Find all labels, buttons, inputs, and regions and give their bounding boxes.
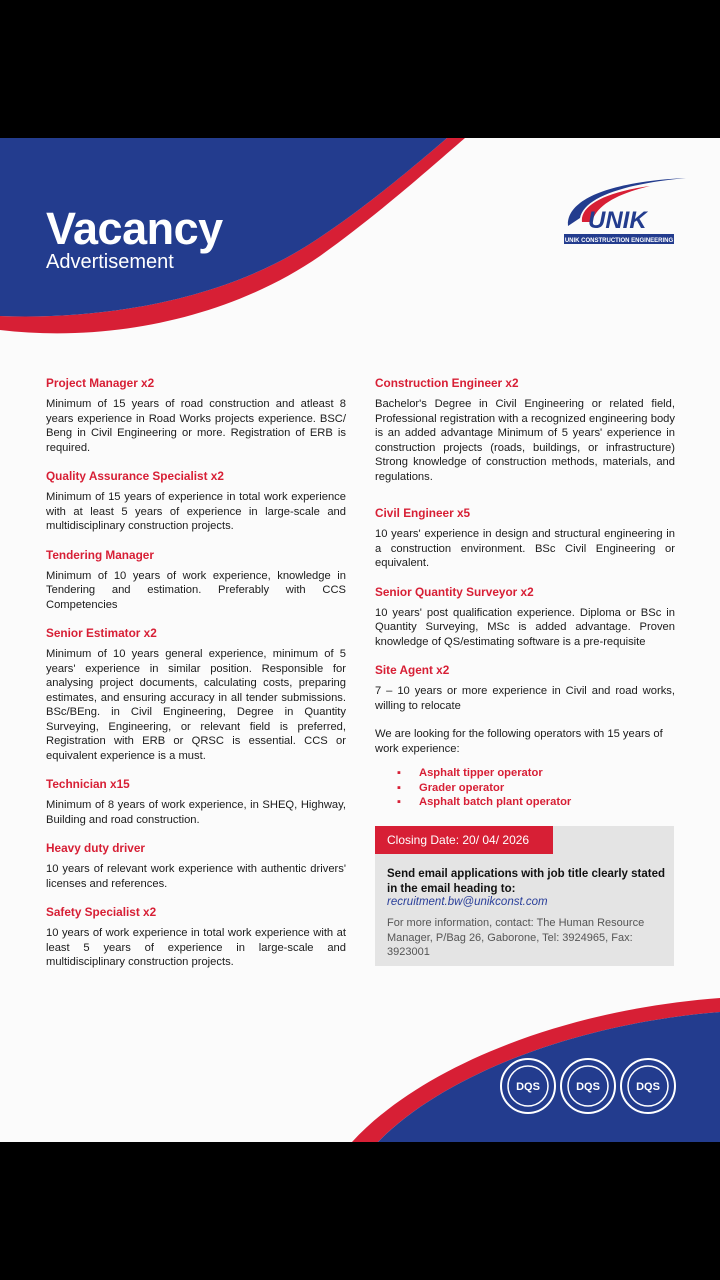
job-listing — [46, 469, 346, 534]
vacancy-poster — [0, 138, 720, 1142]
application-email-link[interactable]: recruitment.bw@unikconst.com — [387, 896, 548, 908]
job-listing — [375, 506, 675, 571]
badge-text: DQS — [576, 1081, 600, 1093]
operator-label: Asphalt batch plant operator — [419, 796, 572, 808]
job-listing — [46, 548, 346, 613]
closing-date-banner: Closing Date: 20/ 04/ 2026 — [375, 826, 553, 854]
job-listing — [46, 905, 346, 970]
operator-item — [397, 781, 675, 796]
bullet-icon: ▪ — [397, 767, 401, 779]
job-listing — [46, 841, 346, 891]
job-listing — [375, 585, 675, 650]
logo-tagline: UNIK CONSTRUCTION ENGINEERING — [564, 238, 674, 244]
application-instruction: Send email applications with job title clearly stated in the email heading to: — [387, 868, 665, 895]
job-listing — [375, 376, 675, 484]
badge-text: DQS — [636, 1081, 660, 1093]
job-title: Tendering Manager — [46, 547, 154, 562]
job-description: 10 years' post qualification experience. Diploma or BSc in Quantity Surveying, MSc is added advantage. Proven knowledge of QS/estimating software is a pre-requisite — [375, 606, 675, 648]
certification-badge-icon — [561, 1059, 615, 1113]
job-description: Bachelor's Degree in Civil Engineering or related field, Professional registration with a recognized engineering body is an added advantage Minimum of 5 years' experience in construction projects (roads, buildings, or infrastructure) Strong knowledge of construction methods, materials, and regulations. — [375, 398, 675, 483]
job-description: Minimum of 10 years of work experience, knowledge in Tendering and estimation. Preferably with CCS Competencies — [46, 569, 346, 611]
job-title: Construction Engineer x2 — [375, 376, 519, 390]
job-description: Minimum of 15 years of road construction and atleast 8 years experience in Road Works projects experience. BSC/ Beng in Civil Engineering or more. Registration of ERB is required. — [46, 398, 346, 454]
job-description: 7 – 10 years or more experience in Civil and road works, willing to relocate — [375, 685, 675, 712]
operator-label: Grader operator — [419, 781, 505, 794]
job-title: Technician x15 — [46, 777, 130, 791]
operators-intro: We are looking for the following operators with 15 years of work experience: — [375, 728, 663, 755]
job-listing — [46, 777, 346, 827]
job-listing — [46, 376, 346, 455]
job-description: Minimum of 10 years general experience, minimum of 5 years' experience in similar position. Responsible for analysing project documents, calculating costs, preparing estimates, and ensuring accuracy in all tender submissions. BSc/BEng. in Civil Engineering, Degree in Quantity Surveying, Engineering, or relevant field is preferred, Registration with ERB or QRSC is essential. CCS or equivalent experience is a must. — [46, 648, 346, 762]
application-panel — [375, 826, 674, 966]
contact-info: For more information, contact: The Human Resource Manager, P/Bag 26, Gaborone, Tel: 3924965, Fax: 3923001 — [387, 917, 645, 958]
certification-badge-icon — [621, 1059, 675, 1113]
unik-logo — [562, 174, 686, 248]
certification-badges — [498, 1056, 678, 1116]
job-title: Heavy duty driver — [46, 841, 146, 855]
bullet-icon: ▪ — [397, 781, 401, 794]
job-description: 10 years of work experience in total work experience with at least 5 years of experience in large-scale and multidisciplinary construction projects. — [46, 927, 346, 968]
job-title: Project Manager x2 — [46, 376, 155, 390]
operator-item — [397, 766, 675, 781]
logo-wordmark: UNIK — [588, 207, 647, 234]
job-listing — [375, 663, 675, 713]
page-title: Vacancy — [46, 203, 223, 254]
badge-text: DQS — [516, 1081, 540, 1093]
job-title: Site Agent x2 — [375, 663, 450, 677]
operator-item — [397, 795, 675, 810]
job-title: Quality Assurance Specialist x2 — [46, 469, 224, 483]
job-listing — [46, 626, 346, 763]
left-job-column — [46, 376, 346, 970]
right-job-column — [375, 376, 675, 810]
bullet-icon: ▪ — [397, 796, 401, 808]
page-subtitle: Advertisement — [46, 251, 174, 273]
job-description: 10 years' experience in design and structural engineering in a construction environment. BSc Civil Engineering or equivalent. — [375, 528, 675, 569]
job-description: 10 years of relevant work experience with authentic drivers' licenses and references. — [46, 863, 346, 890]
job-title: Safety Specialist x2 — [46, 905, 157, 919]
operator-label: Asphalt tipper operator — [419, 767, 543, 779]
job-title: Senior Quantity Surveyor x2 — [375, 584, 534, 599]
certification-badge-icon — [501, 1059, 555, 1113]
job-title: Civil Engineer x5 — [375, 506, 471, 520]
operators-list — [375, 766, 675, 810]
job-title: Senior Estimator x2 — [46, 626, 157, 640]
job-description: Minimum of 8 years of work experience, in SHEQ, Highway, Building and road construction. — [46, 799, 346, 826]
job-description: Minimum of 15 years of experience in total work experience with at least 5 years of experience in large-scale and multidisciplinary construction projects. — [46, 491, 346, 532]
